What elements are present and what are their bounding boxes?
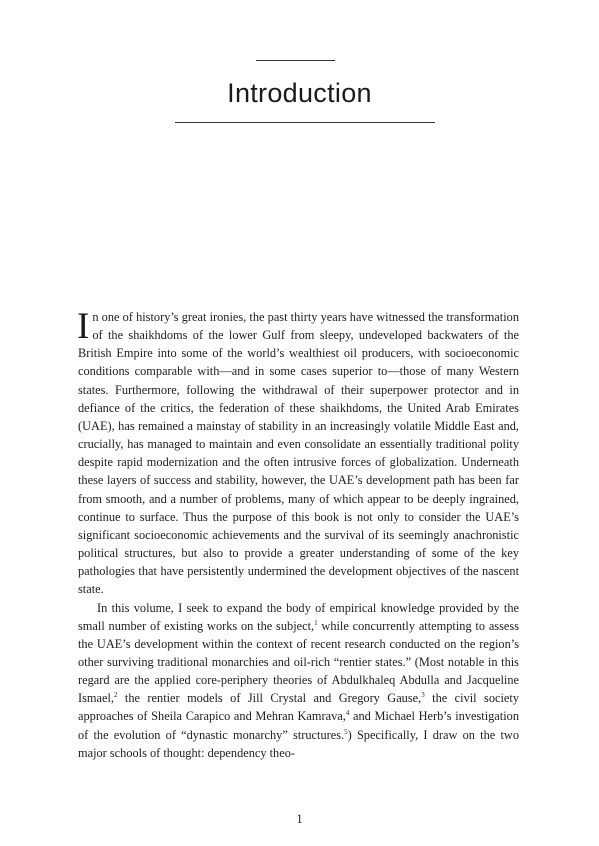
footnote-marker[interactable]: 4 xyxy=(345,709,350,718)
paragraph-2 xyxy=(78,599,519,762)
paragraph-1-text: n one of history’s great ironies, the past thirty years have witnessed the transformation of the shaikhdoms of the lower Gulf from sleepy, undeveloped backwaters of the British Empire into some of the world’s wealthiest oil producers, with socioeconomic conditions comparable with—and in some cases superior to—those of many Western states. Furthermore, following the withdrawal of their superpower protector and in defiance of the critics, the federation of these shaikhdoms, the United Arab Emirates (UAE), has remained a mainstay of stability in an increasingly volatile Middle East and, crucially, has managed to maintain and even consolidate an essentially traditional polity despite rapid modernization and the often intrusive forces of globalization. Underneath these layers of success and stability, however, the UAE’s development path has been far from smooth, and a number of problems, many of which appear to be deeply ingrained, continue to surface. Thus the purpose of this book is not only to consider the UAE’s significant socioeconomic achievements and the survival of its seemingly anachronistic political structures, but also to provide a greater understanding of some of the key pathologies that have persistently undermined the development objectives of the nascent state. xyxy=(78,310,519,597)
paragraph-2-segment: the rentier models of Jill Crystal and Gregory Gause, xyxy=(117,691,422,706)
footnote-marker[interactable]: 1 xyxy=(314,618,318,627)
title-top-rule xyxy=(256,60,335,61)
paragraph-2-segment: the civil society approaches of Sheila Carapico and Mehran Kamrava, xyxy=(78,691,520,724)
footnote-marker[interactable]: 2 xyxy=(114,691,118,700)
paragraph-2-segment: while concurrently attempting to assess the UAE’s development within the context of recent research conducted on the region’s other surviving traditional monarchies and oil-rich “rentier states.” (Most notable in this regard are the applied core-periphery theories of Abdulkhaleq Abdulla and Jacqueline Ismael, xyxy=(78,618,519,706)
page-number: 1 xyxy=(296,812,303,826)
paragraph-2-segment: In this volume, I seek to expand the body of empirical knowledge provided by the small number of existing works on the subject, xyxy=(78,600,519,633)
footnote-marker[interactable]: 5 xyxy=(344,727,348,736)
body-text xyxy=(78,308,519,762)
paragraph-1 xyxy=(78,308,519,599)
drop-cap: I xyxy=(77,306,90,347)
paragraph-2-segment: ) Specifically, I draw on the two major schools of thought: dependency theo- xyxy=(78,727,519,760)
chapter-title: Introduction xyxy=(227,78,372,108)
paragraph-2-segment: and Michael Herb’s investigation of the evolution of “dynastic monarchy” structures. xyxy=(78,709,519,742)
title-bottom-rule xyxy=(175,122,435,123)
footnote-marker[interactable]: 3 xyxy=(421,691,425,700)
